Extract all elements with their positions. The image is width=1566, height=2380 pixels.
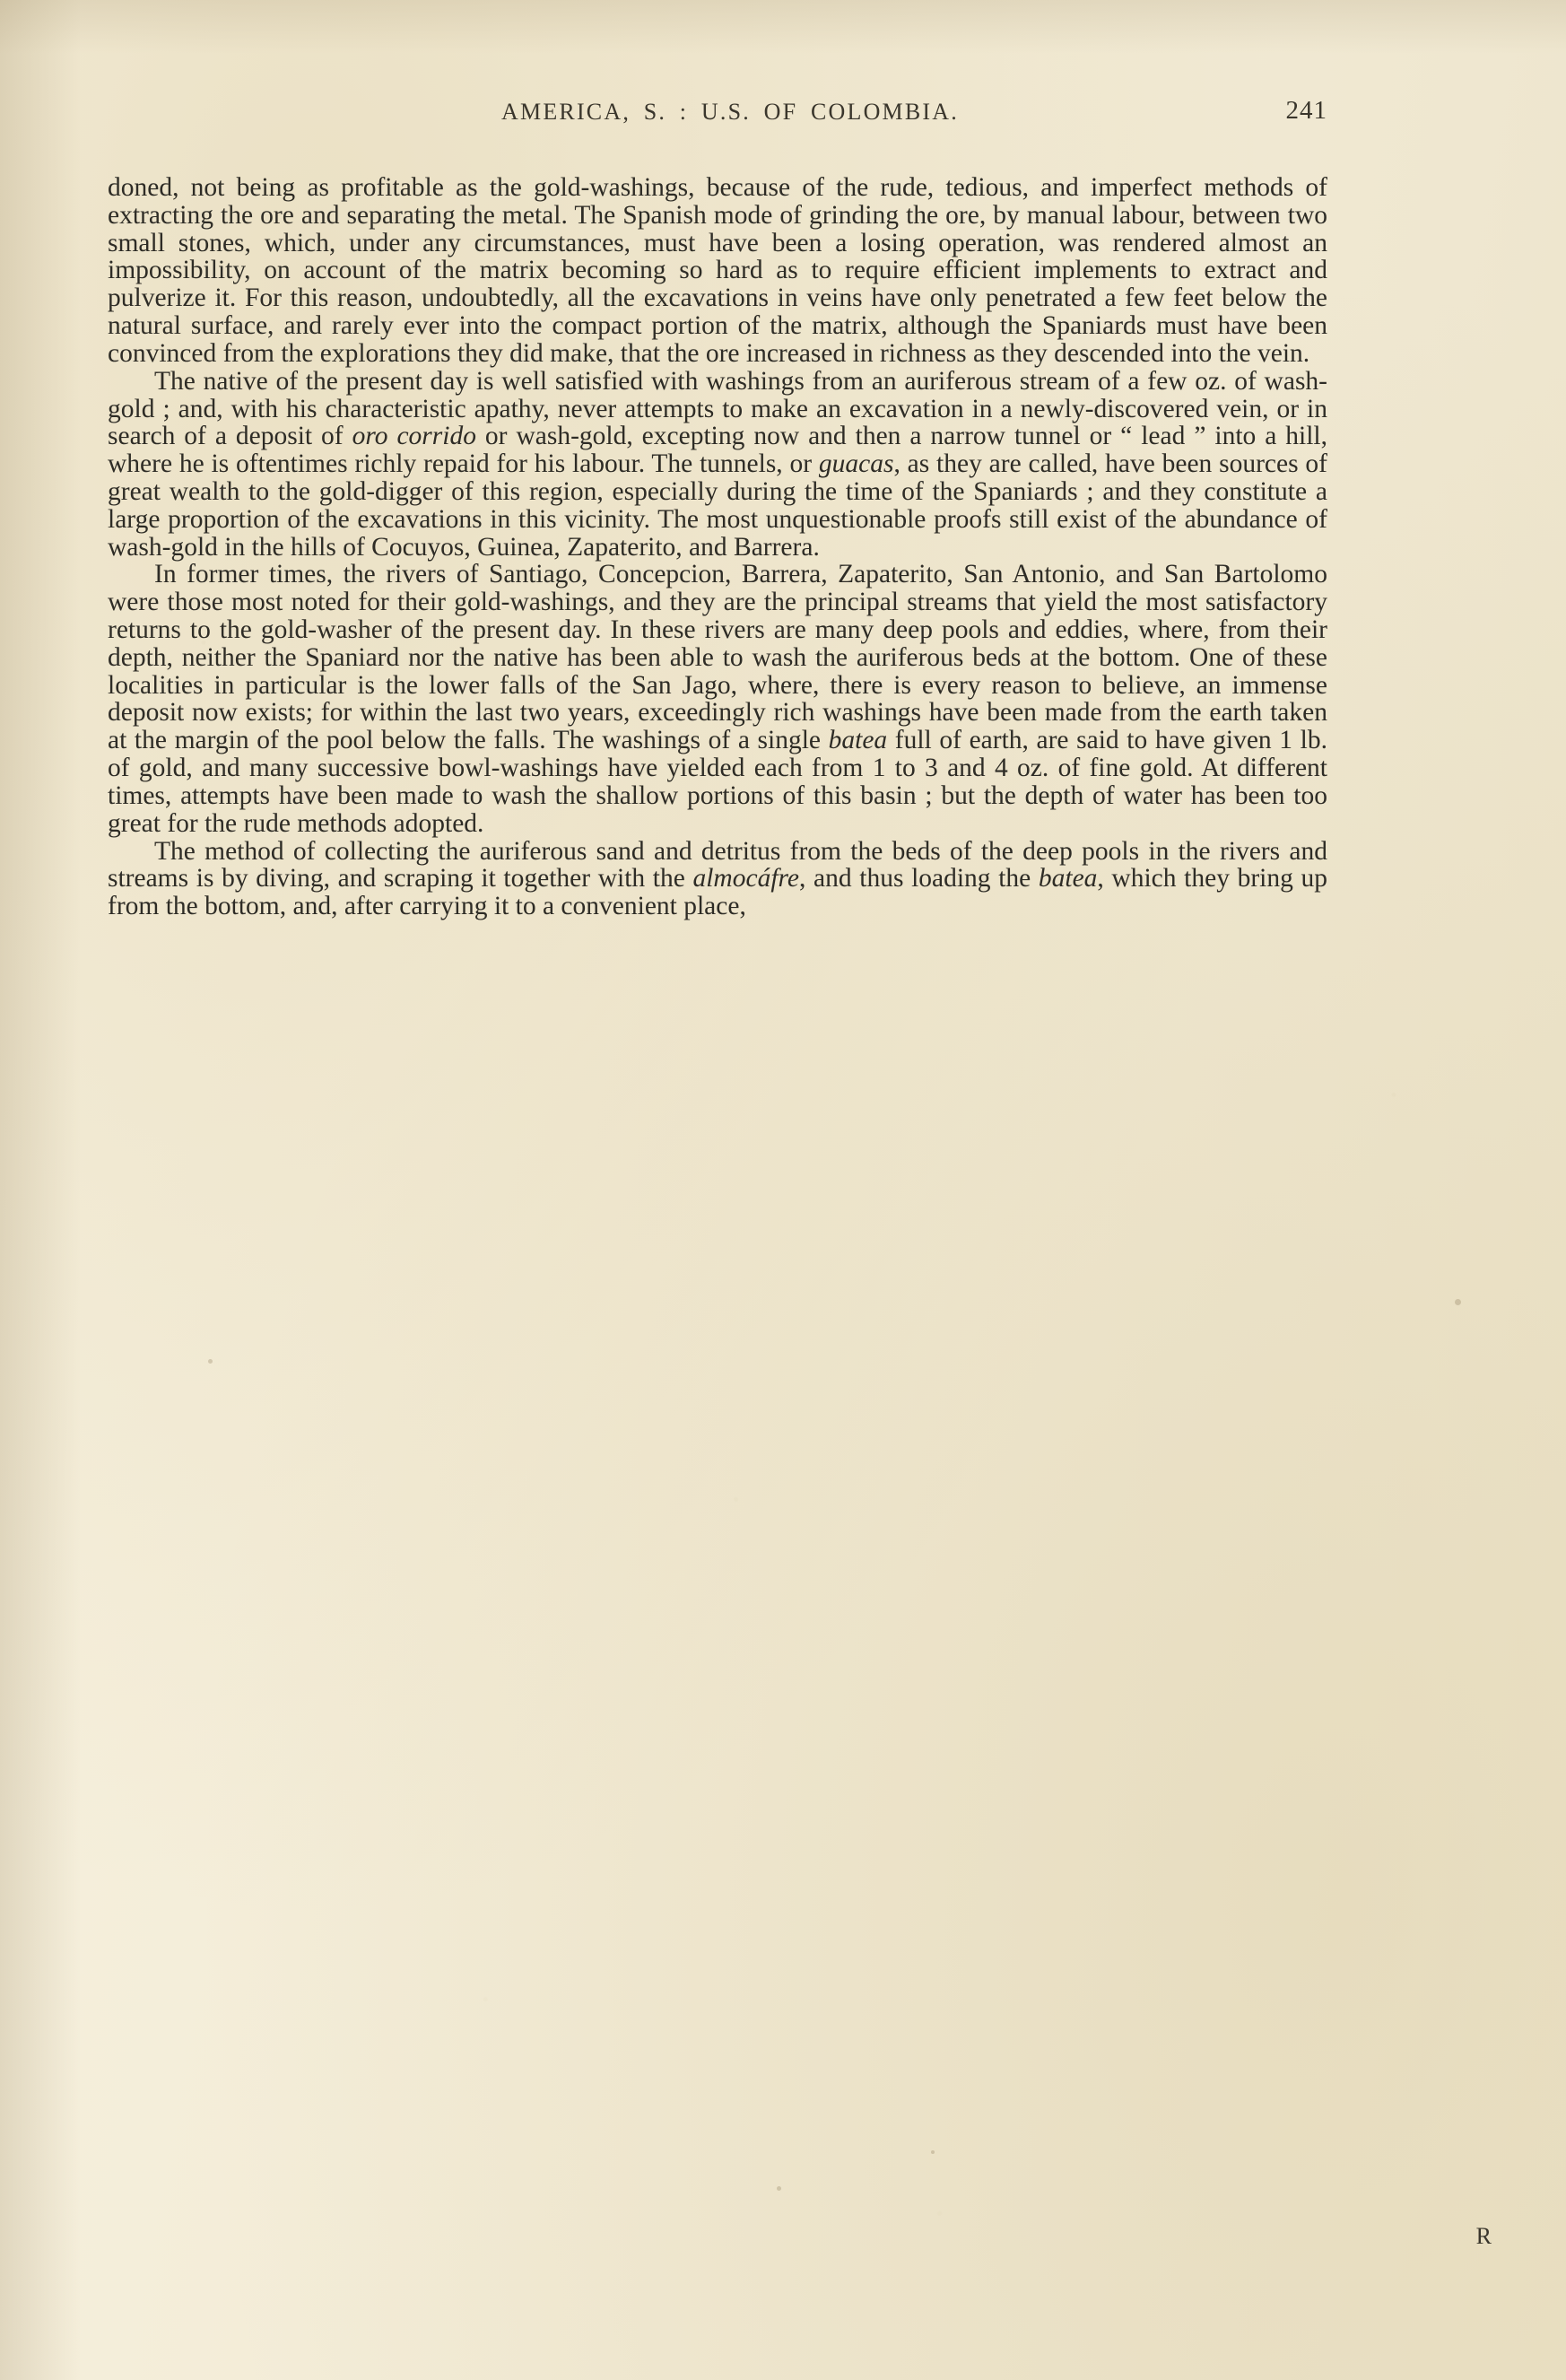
page-content (108, 96, 1327, 921)
paper-speck (931, 2150, 935, 2154)
italic-term: batea (1038, 864, 1098, 894)
page-number: 241 (1285, 96, 1327, 125)
paragraph: doned, not being as profitable as the gold-washings, because of the rude, tedious, and imperfect methods of extracting the ore and separating the metal. The Spanish mode of grinding the ore, by manual labour, between two small stones, which, under any circumstances, must have been a losing operation, was rendered almost an impossibility, on account of the matrix becoming so hard as to require efficient implements to extract and pulverize it. For this reason, undoubtedly, all the excavations in veins have only penetrated a few feet below the natural surface, and rarely ever into the compact portion of the matrix, although the Spaniards must have been convinced from the explorations they did make, that the ore increased in richness as they descended into the vein. (108, 173, 1327, 368)
italic-term: oro corrido (352, 422, 476, 451)
page-left-edge-shadow (0, 0, 81, 2380)
page-header (108, 96, 1327, 126)
paper-speck (1455, 1299, 1461, 1305)
paper-speck (208, 1359, 213, 1364)
page-top-edge-shadow (0, 0, 1566, 54)
paragraph: The method of collecting the auriferous sand and detritus from the beds of the deep pools in the rivers and streams is by diving, and scraping it together with the almocáfre, and thus loading the batea, which they bring up from the bottom, and, after carrying it to a convenient place, (108, 836, 1327, 921)
paragraph: In former times, the rivers of Santiago, Concepcion, Barrera, Zapaterito, San Antonio, and San Bartolomo were those most noted for their gold-washings, and they are the principal streams that yield the most satisfactory returns to the gold-washer of the present day. In these rivers are many deep pools and eddies, where, from their depth, neither the Spaniard nor the native has been able to wash the auriferous beds at the bottom. One of these localities in particular is the lower falls of the San Jago, where, there is every reason to believe, an immense deposit now exists; for within the last two years, exceedingly rich washings have been made from the earth taken at the margin of the pool below the falls. The washings of a single batea full of earth, are said to have given 1 lb. of gold, and many successive bowl-washings have yielded each from 1 to 3 and 4 oz. of fine gold. At different times, attempts have been made to wash the shallow portions of this basin ; but the depth of water has been too great for the rude methods adopted. (108, 560, 1327, 838)
paper-speck (777, 2186, 781, 2191)
body-text (108, 174, 1327, 920)
signature-mark: R (1475, 2223, 1492, 2249)
italic-term: guacas (818, 449, 894, 479)
italic-term: almocáfre (692, 864, 800, 894)
running-title: AMERICA, S. : U.S. OF COLOMBIA. (501, 99, 959, 125)
paragraph: The native of the present day is well satisfied with washings from an auriferous stream of a few oz. of wash-gold ; and, with his characteristic apathy, never attempts to make an excavation in a newly-discovered vein, or in search of a deposit of oro corrido or wash-gold, excepting now and then a narrow tunnel or “ lead ” into a hill, where he is oftentimes richly repaid for his labour. The tunnels, or guacas, as they are called, have been sources of great wealth to the gold-digger of this region, especially during the time of the Spaniards ; and they constitute a large proportion of the excavations in this vicinity. The most unquestionable proofs still exist of the abundance of wash-gold in the hills of Cocuyos, Guinea, Zapaterito, and Barrera. (108, 366, 1327, 562)
italic-term: batea (828, 726, 888, 755)
